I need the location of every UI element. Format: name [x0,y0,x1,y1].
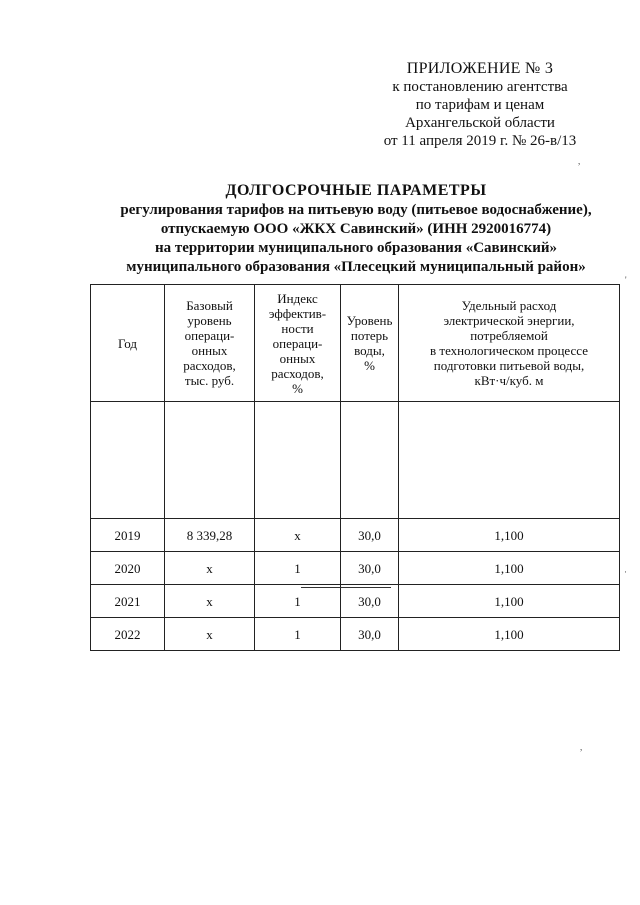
heading-line: отпускаемую ООО «ЖКХ Савинский» (ИНН 2920016774) [160,221,552,237]
heading-title: ДОЛГОСРОЧНЫЕ ПАРАМЕТРЫ [225,182,487,199]
cell-water-loss: 30,0 [341,552,399,585]
cell-efficiency-index: 1 [255,618,341,651]
header-cell-year: Год [91,285,165,402]
spacer-cell [341,402,399,519]
cell-water-loss: 30,0 [341,618,399,651]
cell-base-opex: х [165,618,255,651]
cell-energy-consumption: 1,100 [399,618,620,651]
spacer-cell [165,402,255,519]
table-row [91,618,620,651]
spacer-cell [255,402,341,519]
table-row [91,585,620,618]
cell-energy-consumption: 1,100 [399,585,620,618]
header-cell-energy-consumption: Удельный расход электрической энергии, потребляемой в технологическом процессе подготовки питьевой воды, кВт·ч/куб. м [399,285,620,402]
heading-line: муниципального образования «Плесецкий муниципальный район» [126,259,586,275]
cell-base-opex: х [165,552,255,585]
header-spacer-row [91,402,620,519]
scan-speck: ' [625,275,627,285]
spacer-cell [399,402,620,519]
cell-energy-consumption: 1,100 [399,519,620,552]
appendix-line: от 11 апреля 2019 г. № 26-в/13 [383,133,577,149]
header-cell-efficiency-index: Индекс эффектив- ности операци- онных расходов, % [255,285,341,402]
cell-year: 2020 [91,552,165,585]
signature-divider-line [301,587,391,588]
appendix-block [362,60,598,150]
heading-line: на территории муниципального образования «Савинский» [155,240,557,256]
document-heading [90,181,622,277]
table-row [91,519,620,552]
appendix-line: к постановлению агентства [392,79,568,95]
cell-efficiency-index: 1 [255,585,341,618]
cell-year: 2021 [91,585,165,618]
cell-water-loss: 30,0 [341,519,399,552]
cell-base-opex: 8 339,28 [165,519,255,552]
parameters-table [90,284,620,651]
scan-speck: , [580,742,583,752]
cell-year: 2019 [91,519,165,552]
spacer-cell [91,402,165,519]
header-cell-water-loss: Уровень потерь воды, % [341,285,399,402]
appendix-line: по тарифам и ценам [415,97,545,113]
appendix-line: Архангельской области [405,115,555,131]
heading-line: регулирования тарифов на питьевую воду (питьевое водоснабжение), [120,202,592,218]
cell-efficiency-index: 1 [255,552,341,585]
appendix-title: ПРИЛОЖЕНИЕ № 3 [406,60,554,77]
cell-base-opex: х [165,585,255,618]
cell-water-loss: 30,0 [341,585,399,618]
cell-energy-consumption: 1,100 [399,552,620,585]
scan-speck: · [624,567,627,577]
table-header-row [91,285,620,402]
header-cell-base-opex: Базовый уровень операци- онных расходов, тыс. руб. [165,285,255,402]
table-row [91,552,620,585]
cell-efficiency-index: х [255,519,341,552]
scan-speck: , [578,156,581,166]
cell-year: 2022 [91,618,165,651]
